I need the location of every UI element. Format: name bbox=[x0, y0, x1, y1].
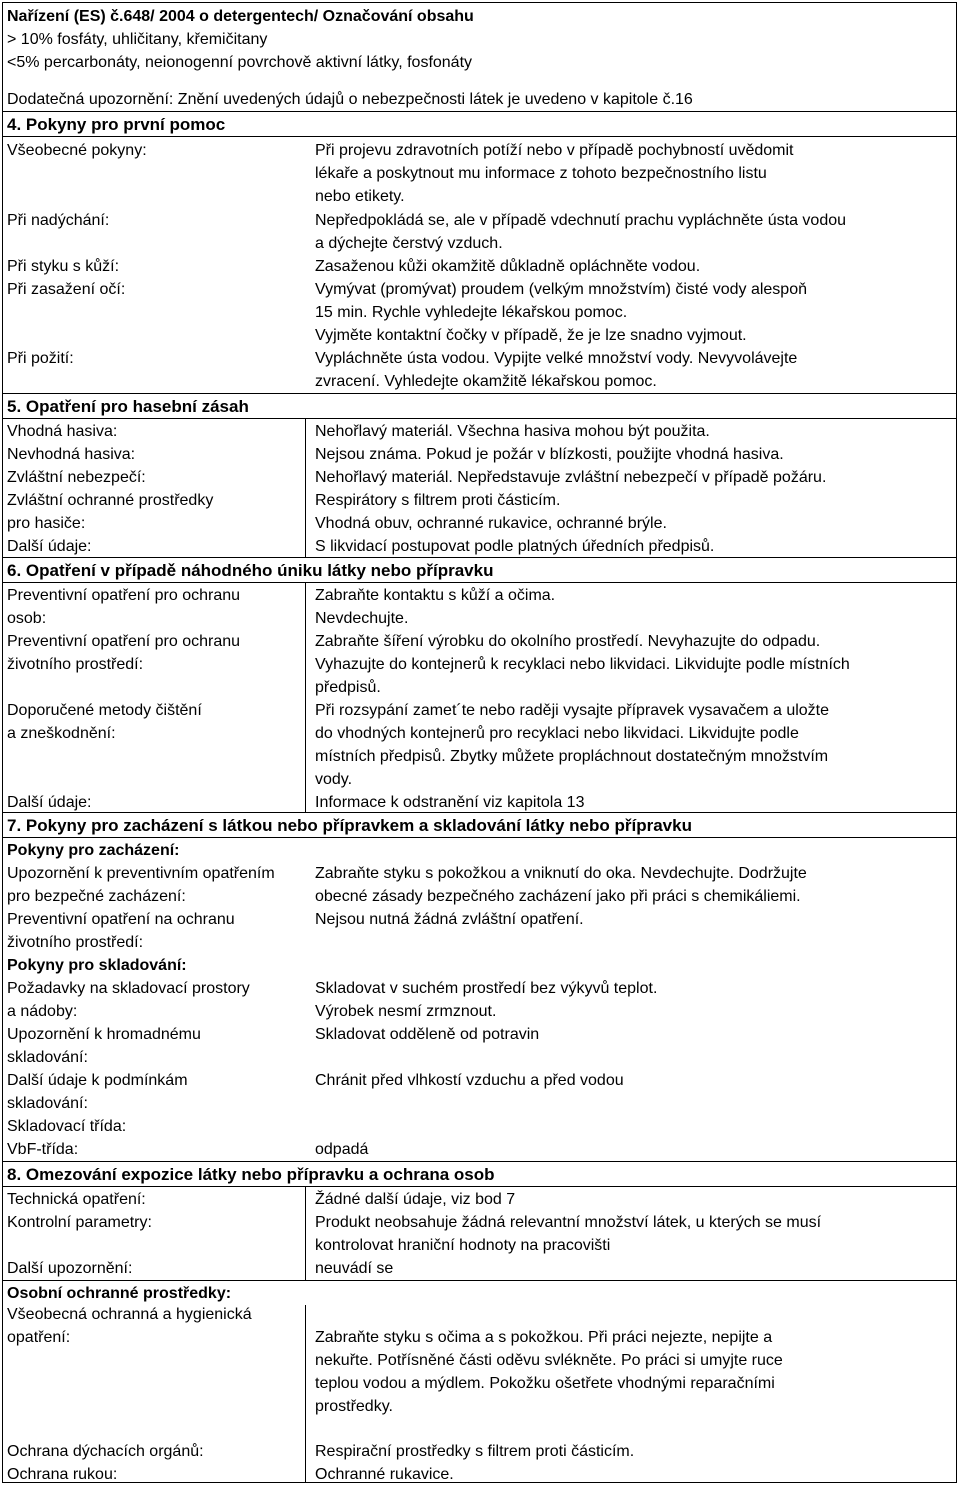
label-skin-contact: Při styku s kůží: bbox=[7, 258, 120, 275]
value-hand-protection: Ochranné rukavice. bbox=[315, 1466, 454, 1483]
label-ingestion: Při požití: bbox=[7, 350, 74, 367]
label-protective-equipment: pro hasiče: bbox=[7, 515, 86, 532]
label-storage-requirements: Požadavky na skladovací prostory bbox=[7, 980, 250, 997]
subheading-handling: Pokyny pro zacházení: bbox=[7, 842, 180, 859]
label-environmental-protection: Preventivní opatření na ochranu bbox=[7, 911, 235, 928]
value-further-warnings: neuvádí se bbox=[315, 1260, 394, 1277]
value-respiratory-protection: Respirační prostředky s filtrem proti částicím. bbox=[315, 1443, 635, 1460]
label-control-parameters: Kontrolní parametry: bbox=[7, 1214, 152, 1231]
value-protective-equipment: Respirátory s filtrem proti částicím. bbox=[315, 492, 561, 509]
value-hygiene-measures: Zabraňte styku s očima a s pokožkou. Při práci nejezte, nepijte a bbox=[315, 1329, 773, 1346]
value-ingestion: zvracení. Vyhledejte okamžitě lékařskou pomoc. bbox=[315, 373, 657, 390]
label-storage-class: Skladovací třída: bbox=[7, 1118, 127, 1135]
section-4-title: 4. Pokyny pro první pomoc bbox=[7, 115, 226, 134]
label-further-info: Další údaje: bbox=[7, 794, 92, 811]
value-storage-requirements: Výrobek nesmí zrmznout. bbox=[315, 1003, 497, 1020]
label-environmental-precautions: životního prostředí: bbox=[7, 656, 144, 673]
value-further-info: Informace k odstranění viz kapitola 13 bbox=[315, 794, 585, 811]
section-6-title: 6. Opatření v případě náhodného úniku látky nebo přípravku bbox=[7, 561, 494, 580]
label-further-warnings: Další upozornění: bbox=[7, 1260, 133, 1277]
label-inhalation: Při nadýchání: bbox=[7, 212, 110, 229]
column-divider bbox=[305, 582, 306, 812]
column-divider bbox=[305, 1305, 306, 1482]
divider bbox=[3, 557, 956, 558]
value-environmental-precautions: Zabraňte šíření výrobku do okolního prostředí. Nevyhazujte do odpadu. bbox=[315, 633, 821, 650]
label-personal-precautions: Preventivní opatření pro ochranu bbox=[7, 587, 241, 604]
label-protective-equipment: Zvláštní ochranné prostředky bbox=[7, 492, 214, 509]
value-control-parameters: kontrolovat hraniční hodnoty na pracovišti bbox=[315, 1237, 611, 1254]
label-environmental-precautions: Preventivní opatření pro ochranu bbox=[7, 633, 241, 650]
subheading-storage: Pokyny pro skladování: bbox=[7, 957, 187, 974]
label-joint-storage: skladování: bbox=[7, 1049, 88, 1066]
value-cleanup-methods: do vhodných kontejnerů pro recyklaci nebo likvidaci. Likvidujte podle bbox=[315, 725, 799, 742]
divider bbox=[3, 582, 956, 583]
label-safe-handling: Upozornění k preventivním opatřením bbox=[7, 865, 275, 882]
divider bbox=[3, 393, 956, 394]
divider bbox=[3, 1280, 956, 1281]
label-joint-storage: Upozornění k hromadnému bbox=[7, 1026, 201, 1043]
value-hygiene-measures: prostředky. bbox=[315, 1398, 393, 1415]
label-unsuitable-extinguishers: Nevhodná hasiva: bbox=[7, 446, 136, 463]
composition-line-2: <5% percarbonáty, neionogenní povrchově aktivní látky, fosfonáty bbox=[7, 54, 473, 71]
value-cleanup-methods: Při rozsypání zamet´te nebo raději vysajte přípravek vysavačem a uložte bbox=[315, 702, 830, 719]
value-environmental-precautions: Vyhazujte do kontejnerů k recyklaci nebo likvidaci. Likvidujte podle místních bbox=[315, 656, 850, 673]
value-safe-handling: Zabraňte styku s pokožkou a vniknutí do oka. Nevdechujte. Dodržujte bbox=[315, 865, 807, 882]
regulation-title: Nařízení (ES) č.648/ 2004 o detergentech/ Označování obsahu bbox=[7, 8, 474, 25]
value-general-instructions: lékaře a poskytnout mu informace z tohoto bezpečnostního listu bbox=[315, 165, 767, 182]
section-5-title: 5. Opatření pro hasební zásah bbox=[7, 397, 249, 416]
label-storage-requirements: a nádoby: bbox=[7, 1003, 78, 1020]
label-environmental-protection: životního prostředí: bbox=[7, 934, 144, 951]
section-7-title: 7. Pokyny pro zacházení s látkou nebo přípravkem a skladování látky nebo přípravku bbox=[7, 816, 692, 835]
divider bbox=[3, 1186, 956, 1187]
value-personal-precautions: Nevdechujte. bbox=[315, 610, 409, 627]
label-safe-handling: pro bezpečné zacházení: bbox=[7, 888, 186, 905]
value-further-info: S likvidací postupovat podle platných úředních předpisů. bbox=[315, 538, 715, 555]
value-hygiene-measures: nekuřte. Potřísněné části oděvu svlékněte. Po práci si umyjte ruce bbox=[315, 1352, 783, 1369]
divider bbox=[3, 418, 956, 419]
value-skin-contact: Zasaženou kůži okamžitě důkladně opláchněte vodou. bbox=[315, 258, 701, 275]
composition-line-1: > 10% fosfáty, uhličitany, křemičitany bbox=[7, 31, 268, 48]
label-special-hazards: Zvláštní nebezpečí: bbox=[7, 469, 146, 486]
divider bbox=[3, 1161, 956, 1162]
value-personal-precautions: Zabraňte kontaktu s kůží a očima. bbox=[315, 587, 556, 604]
label-hygiene-measures: opatření: bbox=[7, 1329, 71, 1346]
value-environmental-protection: Nejsou nutná žádná zvláštní opatření. bbox=[315, 911, 584, 928]
section-8-title: 8. Omezování expozice látky nebo přípravku a ochrana osob bbox=[7, 1165, 495, 1184]
value-inhalation: Nepředpokládá se, ale v případě vdechnutí prachu vypláchněte ústa vodou bbox=[315, 212, 847, 229]
value-joint-storage: Skladovat odděleně od potravin bbox=[315, 1026, 540, 1043]
value-eye-contact: Vyjměte kontaktní čočky v případě, že je lze snadno vyjmout. bbox=[315, 327, 747, 344]
divider bbox=[3, 837, 956, 838]
value-control-parameters: Produkt neobsahuje žádná relevantní množství látek, u kterých se musí bbox=[315, 1214, 822, 1231]
label-eye-contact: Při zasažení očí: bbox=[7, 281, 126, 298]
column-divider bbox=[305, 418, 306, 557]
value-cleanup-methods: místních předpisů. Zbytky můžete propláchnout dostatečným množstvím bbox=[315, 748, 829, 765]
divider bbox=[3, 812, 956, 813]
label-cleanup-methods: Doporučené metody čištění bbox=[7, 702, 202, 719]
value-general-instructions: nebo etikety. bbox=[315, 188, 405, 205]
label-suitable-extinguishers: Vhodná hasiva: bbox=[7, 423, 118, 440]
value-storage-requirements: Skladovat v suchém prostředí bez výkyvů teplot. bbox=[315, 980, 658, 997]
value-safe-handling: obecné zásady bezpečného zacházení jako při práci s chemikáliemi. bbox=[315, 888, 801, 905]
value-eye-contact: Vymývat (promývat) proudem (velkým množstvím) čisté vody alespoň bbox=[315, 281, 807, 298]
label-cleanup-methods: a zneškodnění: bbox=[7, 725, 116, 742]
value-suitable-extinguishers: Nehořlavý materiál. Všechna hasiva mohou být použita. bbox=[315, 423, 710, 440]
value-hygiene-measures: teplou vodou a mýdlem. Pokožku ošetřete vhodnými reparačními bbox=[315, 1375, 775, 1392]
value-vbf-class: odpadá bbox=[315, 1141, 369, 1158]
column-divider bbox=[305, 1186, 306, 1280]
value-unsuitable-extinguishers: Nejsou známa. Pokud je požár v blízkosti, použijte vhodná hasiva. bbox=[315, 446, 784, 463]
label-vbf-class: VbF-třída: bbox=[7, 1141, 79, 1158]
label-personal-precautions: osob: bbox=[7, 610, 47, 627]
value-environmental-precautions: předpisů. bbox=[315, 679, 381, 696]
value-inhalation: a dýchejte čerstvý vzduch. bbox=[315, 235, 503, 252]
additional-warnings: Dodatečná upozornění: Znění uvedených údajů o nebezpečnosti látek je uvedeno v kapitole č.16 bbox=[7, 91, 693, 108]
label-respiratory-protection: Ochrana dýchacích orgánů: bbox=[7, 1443, 204, 1460]
label-storage-conditions: skladování: bbox=[7, 1095, 88, 1112]
value-storage-conditions: Chránit před vlhkostí vzduchu a před vodou bbox=[315, 1072, 624, 1089]
label-hand-protection: Ochrana rukou: bbox=[7, 1466, 118, 1483]
label-storage-conditions: Další údaje k podmínkám bbox=[7, 1072, 188, 1089]
value-technical-measures: Žádné další údaje, viz bod 7 bbox=[315, 1191, 516, 1208]
value-general-instructions: Při projevu zdravotních potíží nebo v případě pochybností uvědomit bbox=[315, 142, 794, 159]
divider bbox=[3, 136, 956, 137]
value-special-hazards: Nehořlavý materiál. Nepředstavuje zvláštní nebezpečí v případě požáru. bbox=[315, 469, 827, 486]
label-technical-measures: Technická opatření: bbox=[7, 1191, 146, 1208]
value-protective-equipment: Vhodná obuv, ochranné rukavice, ochranné brýle. bbox=[315, 515, 667, 532]
label-hygiene-measures: Všeobecná ochranná a hygienická bbox=[7, 1306, 252, 1323]
label-further-info: Další údaje: bbox=[7, 538, 92, 555]
value-cleanup-methods: vody. bbox=[315, 771, 353, 788]
subheading-ppe: Osobní ochranné prostředky: bbox=[7, 1285, 232, 1302]
divider bbox=[3, 111, 956, 112]
value-eye-contact: 15 min. Rychle vyhledejte lékařskou pomoc. bbox=[315, 304, 628, 321]
label-general-instructions: Všeobecné pokyny: bbox=[7, 142, 147, 159]
value-ingestion: Vypláchněte ústa vodou. Vypijte velké množství vody. Nevyvolávejte bbox=[315, 350, 798, 367]
safety-data-sheet-page bbox=[2, 2, 957, 1483]
